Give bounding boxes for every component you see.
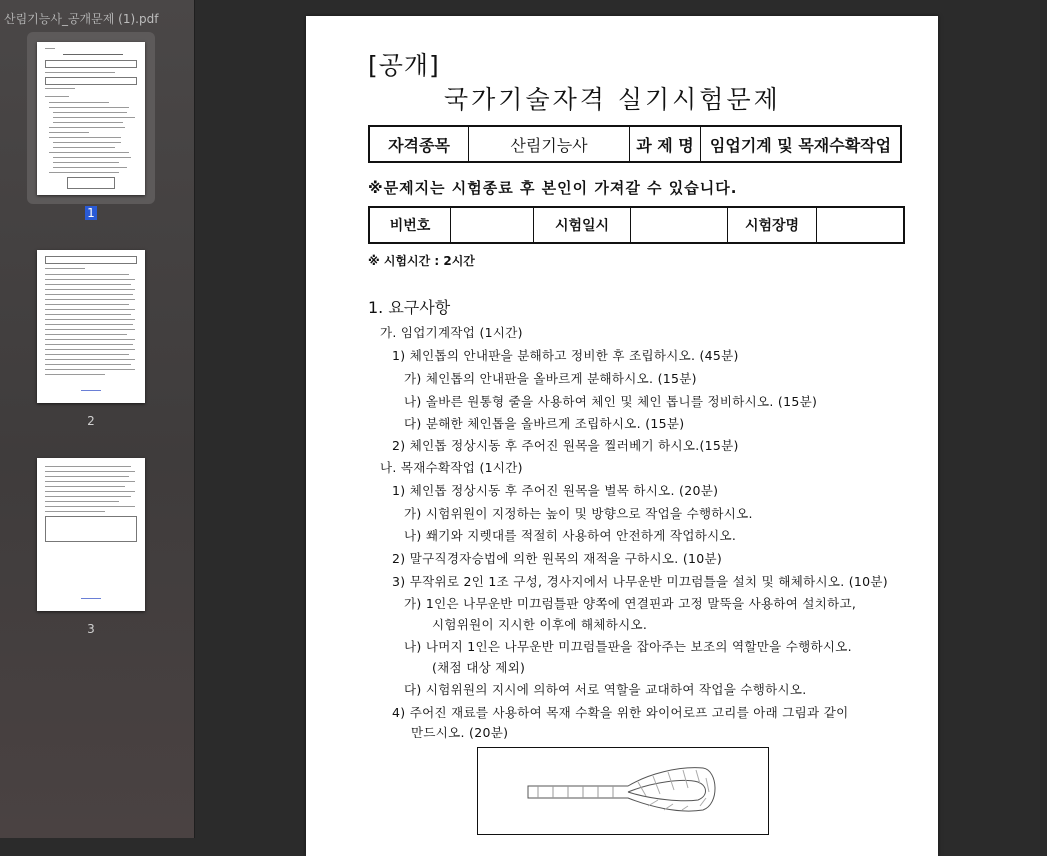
place-value [817, 207, 905, 243]
section-title: 1. 요구사항 [368, 298, 451, 317]
requirement-line: 나) 나머지 1인은 나무운반 미끄럼틀판을 잡아주는 보조의 역할만을 수행하시오. [404, 639, 852, 654]
page-number-3: 3 [87, 622, 95, 636]
date-label: 시험일시 [534, 207, 631, 243]
thumbnail-preview [37, 250, 145, 403]
page-thumbnail-2[interactable] [27, 240, 155, 412]
exam-time: ※ 시험시간 : 2시간 [368, 254, 475, 268]
wire-rope-loop-figure [477, 747, 769, 835]
requirement-line: 다) 분해한 체인톱을 올바르게 조립하시오. (15분) [404, 416, 685, 431]
requirement-line: 3) 무작위로 2인 1조 구성, 경사지에서 나무운반 미끄럼틀을 설치 및 해체하시오. (10분) [392, 574, 888, 589]
requirement-line: 나. 목재수확작업 (1시간) [380, 460, 523, 475]
notice-text: ※문제지는 시험종료 후 본인이 가져갈 수 있습니다. [368, 179, 738, 197]
task-value: 임업기계 및 목재수확작업 [701, 126, 902, 162]
requirement-line: 시험위원이 지시한 이후에 해체하시오. [432, 617, 648, 632]
requirement-line: 1) 체인톱의 안내판을 분해하고 정비한 후 조립하시오. (45분) [392, 348, 739, 363]
requirement-line: 1) 체인톱 정상시동 후 주어진 원목을 벌목 하시오. (20분) [392, 483, 719, 498]
requirement-line: 나) 쐐기와 지렛대를 적절히 사용하여 안전하게 작업하시오. [404, 528, 737, 543]
info-table [368, 125, 902, 163]
page-title: 국가기술자격 실기시험문제 [444, 85, 781, 114]
page-thumbnail-1[interactable] [27, 32, 155, 204]
requirement-line: 가. 임업기계작업 (1시간) [380, 325, 523, 340]
thumbnail-preview [37, 42, 145, 195]
pdf-page [306, 16, 938, 856]
page-number-2: 2 [87, 414, 95, 428]
requirement-line: 2) 체인톱 정상시동 후 주어진 원목을 찔러베기 하시오.(15분) [392, 438, 739, 453]
place-label: 시험장명 [728, 207, 817, 243]
requirement-line: 나) 올바른 원통형 줄을 사용하여 체인 및 체인 톱니를 정비하시오. (15분) [404, 394, 818, 409]
wire-rope-loop-illustration [478, 748, 768, 834]
page-thumbnail-3[interactable] [27, 448, 155, 620]
thumbnail-preview [37, 458, 145, 611]
cert-value: 산림기능사 [469, 126, 630, 162]
requirement-line: (채점 대상 제외) [432, 660, 526, 675]
thumbnail-sidebar [0, 0, 195, 838]
requirement-line: 2) 말구직경자승법에 의한 원목의 재적을 구하시오. (10분) [392, 551, 723, 566]
task-label: 과 제 명 [630, 126, 701, 162]
open-label: [공개] [368, 51, 440, 80]
requirement-line: 가) 시험위원이 지정하는 높이 및 방향으로 작업을 수행하시오. [404, 506, 753, 521]
id-value [451, 207, 534, 243]
date-value [631, 207, 728, 243]
requirement-line: 가) 체인톱의 안내판을 올바르게 분해하시오. (15분) [404, 371, 697, 386]
requirement-line: 만드시오. (20분) [411, 725, 509, 740]
requirement-line: 4) 주어진 재료를 사용하여 목재 수확을 위한 와이어로프 고리를 아래 그림과 같이 [392, 705, 849, 720]
page-number-1: 1 [87, 206, 95, 220]
file-title: 산림기능사_공개문제 (1).pdf [4, 12, 159, 26]
id-label: 비번호 [369, 207, 451, 243]
cert-label: 자격종목 [369, 126, 469, 162]
requirement-line: 가) 1인은 나무운반 미끄럼틀판 양쪽에 연결핀과 고정 말뚝을 사용하여 설치하고, [404, 596, 857, 611]
exam-table [368, 206, 905, 244]
requirement-line: 다) 시험위원의 지시에 의하여 서로 역할을 교대하여 작업을 수행하시오. [404, 682, 807, 697]
document-viewer[interactable] [195, 0, 1047, 838]
